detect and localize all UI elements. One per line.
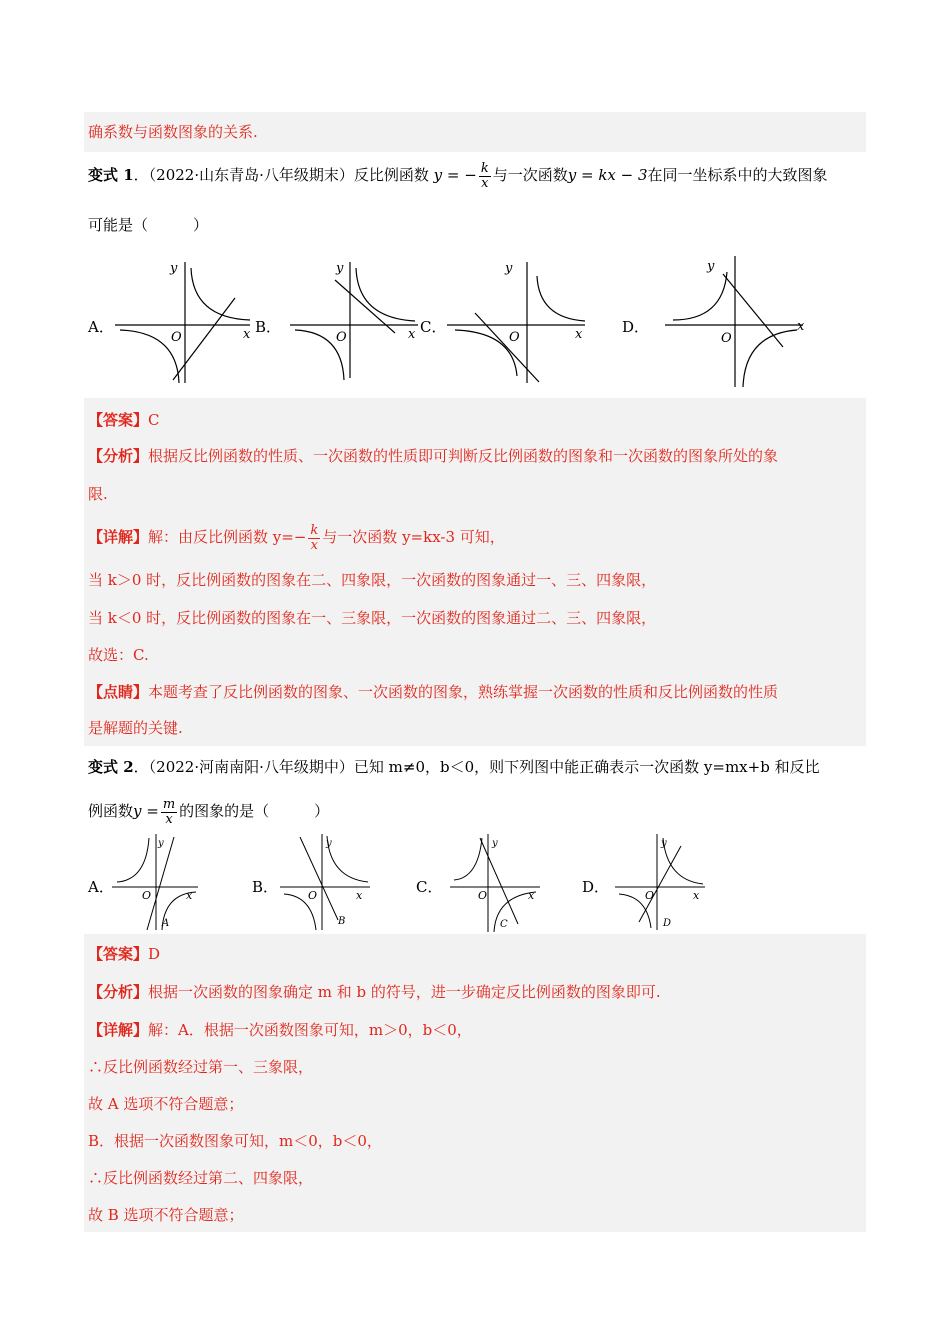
linear-line <box>480 838 518 924</box>
origin-label: O <box>509 330 520 345</box>
q2-label: 变式 2 <box>88 758 134 776</box>
q1-statement <box>88 158 828 192</box>
origin-label: O <box>478 889 488 902</box>
q2-fraction <box>161 798 177 827</box>
origin-label: O <box>336 330 347 345</box>
a2-therefore-a: ∴反比例函数经过第一、三象限， <box>88 1058 314 1076</box>
q1-graph-d[interactable] <box>665 252 810 390</box>
origin-label: O <box>308 889 318 902</box>
hyperbola-q1 <box>191 268 250 320</box>
axis-x-label: x <box>797 319 805 334</box>
linear-line <box>147 837 174 930</box>
a1-choose: 故选：C. <box>88 646 149 664</box>
a2-answer-tag: 【答案】 <box>88 945 149 963</box>
q1-frac-den: x <box>481 175 489 191</box>
a2-conclusion-a: 故 A 选项不符合题意； <box>88 1095 244 1113</box>
q1-option-a-label[interactable]: A． <box>88 318 114 336</box>
q2-option-c-label[interactable]: C． <box>416 878 443 896</box>
a2-detail-line <box>88 1020 472 1040</box>
axis-x-label: x <box>243 327 251 342</box>
q2-graph-a[interactable] <box>112 832 202 932</box>
a1-analysis-line2: 限. <box>88 485 108 503</box>
a1-analysis-tag: 【分析】 <box>88 447 149 465</box>
linear-line <box>639 846 681 922</box>
q2-option-a-label[interactable]: A． <box>88 878 114 896</box>
hyperbola-q3 <box>455 330 517 376</box>
q1-graph-c[interactable] <box>447 258 592 386</box>
axis-x-label: x <box>575 327 583 342</box>
a1-comment-tag: 【点睛】 <box>88 683 149 701</box>
a1-frac-num: k <box>310 522 319 538</box>
a1-answer-line <box>88 410 160 430</box>
hyperbola-q1 <box>327 836 368 882</box>
a2-analysis-tag: 【分析】 <box>88 983 149 1001</box>
graph-tag: C <box>500 919 508 930</box>
a2-therefore-b: ∴反比例函数经过第二、四象限， <box>88 1169 314 1187</box>
a1-detail-lead: 解：由反比例函数 y=− <box>148 528 307 546</box>
a1-case2: 当 k＜0 时，反比例函数的图象在一、三象限，一次函数的图象通过二、三、四象限， <box>88 609 657 627</box>
hyperbola-q1 <box>537 276 585 321</box>
axis-y-label: y <box>170 261 178 276</box>
a2-analysis-line <box>88 982 661 1002</box>
q1-tail: 在同一坐标系中的大致图象 <box>647 166 828 184</box>
a1-comment-line1 <box>88 682 778 702</box>
a2-detail-a: 解：A．根据一次函数图象可知，m＞0，b＜0， <box>148 1021 472 1039</box>
a1-analysis-1: 根据反比例函数的性质、一次函数的性质即可判断反比例函数的图象和一次函数的图象所处的象 <box>148 447 779 465</box>
q2-statement <box>88 757 820 777</box>
origin-label: O <box>142 889 152 902</box>
axis-x-label: x <box>186 889 193 902</box>
hyperbola-q2 <box>454 838 482 880</box>
q2-source: ．（2022·河南南阳·八年级期中）已知 m≠0，b＜0，则下列图中能正确表示一次函数 y=mx+b 和反比 <box>133 758 820 776</box>
a1-detail-tag: 【详解】 <box>88 528 149 546</box>
axis-x-label: x <box>528 889 535 902</box>
q1-line2: 可能是（ ） <box>88 216 209 234</box>
a1-answer-tag: 【答案】 <box>88 411 149 429</box>
a2-answer-line <box>88 944 160 964</box>
hyperbola-q1 <box>356 268 415 321</box>
origin-label: O <box>645 889 655 902</box>
axis-x-label: x <box>408 327 416 342</box>
q1-label: 变式 1 <box>88 166 134 184</box>
axis-x-label: x <box>693 889 700 902</box>
q2-line2-tail: 的图象的是（ ） <box>179 802 330 820</box>
hyperbola-q1 <box>663 838 703 884</box>
q2-option-d-label[interactable]: D． <box>582 878 610 896</box>
q1-option-b-label[interactable]: B． <box>255 318 282 336</box>
a2-detail-tag: 【详解】 <box>88 1021 149 1039</box>
a1-case1: 当 k＞0 时，反比例函数的图象在二、四象限，一次函数的图象通过一、三、四象限， <box>88 571 657 589</box>
q2-line2 <box>88 794 329 828</box>
a1-comment-1: 本题考查了反比例函数的图象、一次函数的图象，熟练掌握一次函数的性质和反比例函数的性质 <box>148 683 779 701</box>
graph-tag: A <box>162 918 170 929</box>
graph-tag: B <box>338 916 346 927</box>
intro-text: 确系数与函数图象的关系. <box>88 123 258 141</box>
a1-detail-line <box>88 520 505 554</box>
hyperbola-q4 <box>743 330 797 387</box>
q2-graph-d[interactable] <box>615 832 710 932</box>
q2-option-b-label[interactable]: B． <box>252 878 279 896</box>
q1-fraction <box>479 162 491 191</box>
hyperbola-q2 <box>673 272 727 320</box>
q2-graph-c[interactable] <box>450 832 545 934</box>
q1-middle: 与一次函数 <box>492 166 568 184</box>
a1-fraction <box>308 524 320 553</box>
q1-frac-num: k <box>480 160 489 176</box>
origin-label: O <box>721 331 732 346</box>
axis-y-label: y <box>336 261 344 276</box>
axis-y-label: y <box>492 838 498 849</box>
q2-line2-lead: 例函数 <box>88 802 134 820</box>
a2-answer: D <box>148 945 161 963</box>
a1-answer: C <box>148 411 160 429</box>
axis-y-label: y <box>505 261 513 276</box>
a1-detail-tail: 与一次函数 y=kx-3 可知， <box>322 528 505 546</box>
graph-tag: D <box>663 918 672 929</box>
q1-formula-lead: y = − <box>433 166 477 184</box>
q2-frac-den: x <box>165 811 173 827</box>
q2-graph-b[interactable] <box>280 832 375 932</box>
linear-line <box>723 274 783 347</box>
axis-x-label: x <box>356 889 363 902</box>
q1-graph-a[interactable] <box>115 258 260 386</box>
axis-y-label: y <box>661 838 667 849</box>
linear-line <box>475 313 539 382</box>
a2-detail-b: B．根据一次函数图象可知，m＜0，b＜0， <box>88 1132 382 1150</box>
origin-label: O <box>171 330 182 345</box>
hyperbola-q2 <box>117 838 149 882</box>
q1-option-c-label[interactable]: C． <box>420 318 447 336</box>
axis-y-label: y <box>707 259 715 274</box>
q1-option-d-label[interactable]: D． <box>622 318 650 336</box>
a2-conclusion-b: 故 B 选项不符合题意； <box>88 1206 244 1224</box>
a1-analysis-line1 <box>88 446 778 466</box>
q1-linear: y = kx − 3 <box>567 166 648 184</box>
q2-frac-num: m <box>162 796 176 812</box>
linear-line <box>300 837 338 920</box>
a1-comment-line2: 是解题的关键. <box>88 719 183 737</box>
q1-source: ．（2022·山东青岛·八年级期末）反比例函数 <box>133 166 429 184</box>
q1-graph-b[interactable] <box>290 258 425 386</box>
axis-y-label: y <box>326 838 332 849</box>
q2-formula-lead: y = <box>133 802 159 820</box>
linear-line <box>173 298 235 380</box>
a2-analysis: 根据一次函数的图象确定 m 和 b 的符号，进一步确定反比例函数的图象即可. <box>148 983 661 1001</box>
axis-y-label: y <box>158 838 164 849</box>
a1-frac-den: x <box>310 537 319 553</box>
